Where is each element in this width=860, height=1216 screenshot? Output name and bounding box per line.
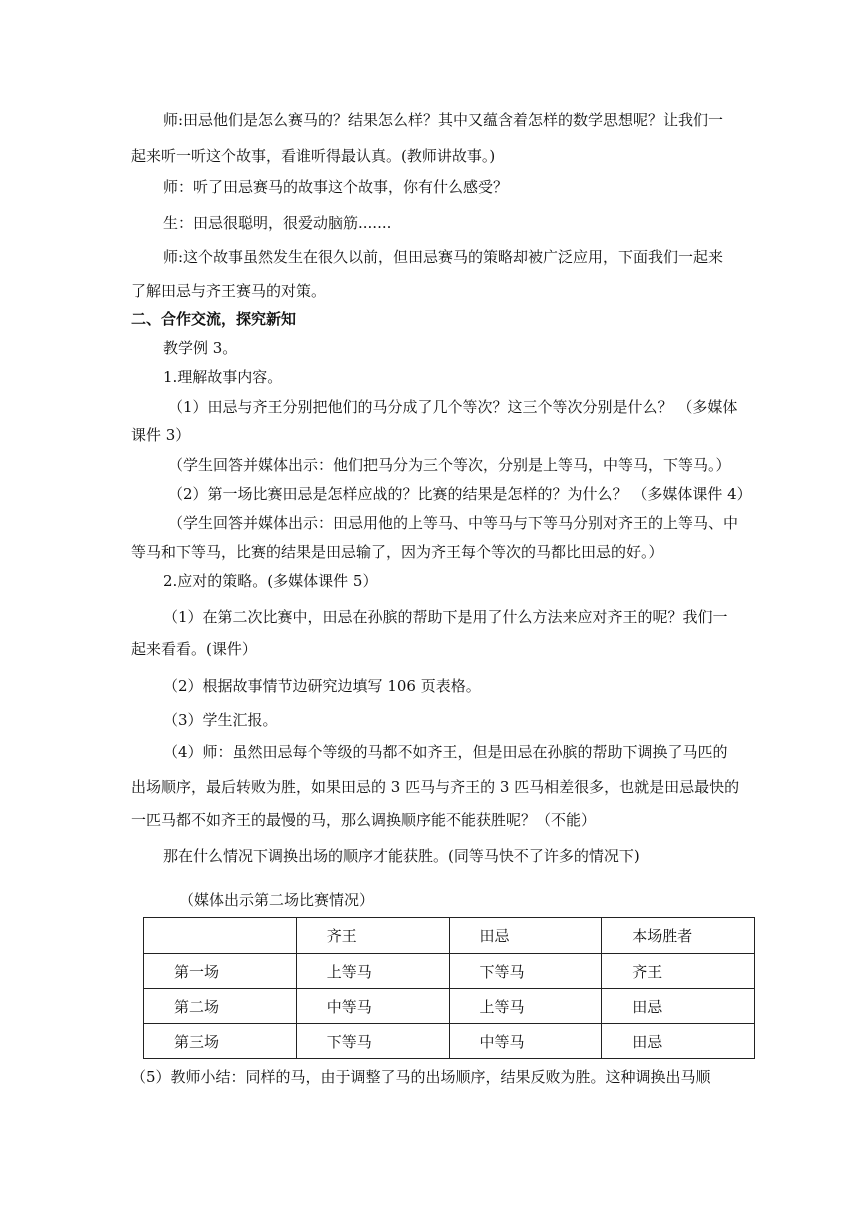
paragraph-line: 师:这个故事虽然发生在很久以前，但田忌赛马的策略却被广泛应用，下面我们一起来 bbox=[163, 248, 724, 266]
section-heading: 二、合作交流，探究新知 bbox=[131, 310, 297, 328]
table-cell: 齐王 bbox=[602, 954, 755, 989]
table-cell: 上等马 bbox=[296, 954, 449, 989]
table-header-cell bbox=[144, 918, 297, 954]
table-caption: （媒体出示第二场比赛情况） bbox=[179, 891, 375, 909]
paragraph-line: 师:田忌他们是怎么赛马的？结果怎么样？其中又蕴含着怎样的数学思想呢？让我们一 bbox=[163, 111, 724, 129]
table-row bbox=[144, 954, 755, 989]
paragraph-line: 师：听了田忌赛马的故事这个故事，你有什么感受？ bbox=[163, 178, 509, 196]
table-header-cell: 田忌 bbox=[449, 918, 602, 954]
table-cell: 下等马 bbox=[449, 954, 602, 989]
paragraph-line: 课件 3） bbox=[131, 426, 191, 444]
table-row bbox=[144, 989, 755, 1024]
paragraph-line: 了解田忌与齐王赛马的对策。 bbox=[131, 282, 327, 300]
table-cell: 下等马 bbox=[296, 1024, 449, 1059]
table-cell: 田忌 bbox=[602, 989, 755, 1024]
paragraph-line: 生：田忌很聪明，很爱动脑筋....... bbox=[163, 214, 392, 232]
paragraph-line: 起来看看。(课件） bbox=[131, 640, 257, 658]
paragraph-line: 出场顺序，最后转败为胜，如果田忌的 3 匹马与齐王的 3 匹马相差很多，也就是田忌最快的 bbox=[131, 778, 740, 796]
table-cell: 田忌 bbox=[602, 1024, 755, 1059]
paragraph-line: （4）师：虽然田忌每个等级的马都不如齐王，但是田忌在孙膑的帮助下调换了马匹的 bbox=[163, 743, 728, 761]
table-cell: 第一场 bbox=[144, 954, 297, 989]
paragraph-line: （2）第一场比赛田忌是怎样应战的？比赛的结果是怎样的？为什么？ （多媒体课件 4） bbox=[168, 485, 752, 503]
race-results-table bbox=[143, 917, 755, 1059]
table-cell: 上等马 bbox=[449, 989, 602, 1024]
paragraph-line: 等马和下等马，比赛的结果是田忌输了，因为齐王每个等次的马都比田忌的好。） bbox=[131, 543, 664, 561]
table-row bbox=[144, 1024, 755, 1059]
table-header-cell: 齐王 bbox=[296, 918, 449, 954]
table-header-row bbox=[144, 918, 755, 954]
paragraph-line: 2.应对的策略。(多媒体课件 5） bbox=[163, 572, 378, 590]
paragraph-line: （1）在第二次比赛中，田忌在孙膑的帮助下是用了什么方法来应对齐王的呢？我们一 bbox=[163, 608, 728, 626]
paragraph-line: （学生回答并媒体出示：田忌用他的上等马、中等马与下等马分别对齐王的上等马、中 bbox=[168, 514, 739, 532]
paragraph-line: 那在什么情况下调换出场的顺序才能获胜。(同等马快不了许多的情况下) bbox=[163, 847, 640, 865]
table-cell: 中等马 bbox=[449, 1024, 602, 1059]
paragraph-line: 教学例 3。 bbox=[163, 339, 238, 357]
paragraph-line: （3）学生汇报。 bbox=[163, 711, 278, 729]
paragraph-line: （1）田忌与齐王分别把他们的马分成了几个等次？这三个等次分别是什么？ （多媒体 bbox=[168, 398, 738, 416]
table-cell: 中等马 bbox=[296, 989, 449, 1024]
table-cell: 第二场 bbox=[144, 989, 297, 1024]
paragraph-line: （2）根据故事情节边研究边填写 106 页表格。 bbox=[163, 677, 481, 695]
paragraph-line: 1.理解故事内容。 bbox=[163, 368, 283, 386]
table-cell: 第三场 bbox=[144, 1024, 297, 1059]
paragraph-line: （5）教师小结：同样的马，由于调整了马的出场顺序，结果反败为胜。这种调换出马顺 bbox=[131, 1068, 711, 1086]
table-header-cell: 本场胜者 bbox=[602, 918, 755, 954]
paragraph-line: 一匹马都不如齐王的最慢的马，那么调换顺序能不能获胜呢？（不能） bbox=[131, 811, 597, 829]
paragraph-line: （学生回答并媒体出示：他们把马分为三个等次，分别是上等马，中等马，下等马。） bbox=[168, 456, 731, 474]
paragraph-line: 起来听一听这个故事，看谁听得最认真。(教师讲故事。) bbox=[131, 147, 496, 165]
